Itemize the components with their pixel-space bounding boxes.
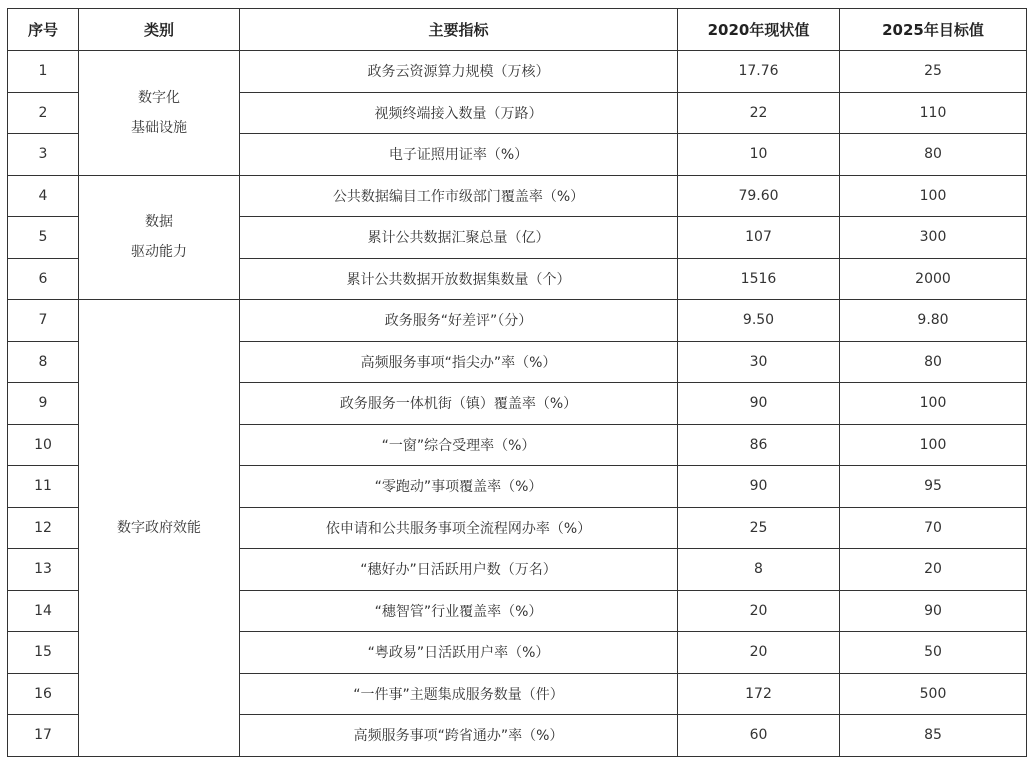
row-seq: 10 xyxy=(8,424,79,466)
row-2025-target: 100 xyxy=(840,175,1027,217)
row-seq: 9 xyxy=(8,383,79,425)
row-2020-value: 17.76 xyxy=(678,51,840,93)
row-indicator: 政务云资源算力规模（万核） xyxy=(240,51,678,93)
row-seq: 6 xyxy=(8,258,79,300)
row-indicator: “穗好办”日活跃用户数（万名） xyxy=(240,549,678,591)
row-2020-value: 22 xyxy=(678,92,840,134)
row-seq: 1 xyxy=(8,51,79,93)
row-2025-target: 80 xyxy=(840,341,1027,383)
row-2020-value: 25 xyxy=(678,507,840,549)
row-seq: 12 xyxy=(8,507,79,549)
category-label-line2: 基础设施 xyxy=(131,119,187,136)
category-label-line1: 数字化 xyxy=(138,89,180,106)
category-cell xyxy=(79,51,240,176)
header-indicator: 主要指标 xyxy=(240,9,678,51)
row-2020-value: 90 xyxy=(678,383,840,425)
row-indicator: 累计公共数据开放数据集数量（个） xyxy=(240,258,678,300)
row-indicator: 视频终端接入数量（万路） xyxy=(240,92,678,134)
row-2020-value: 20 xyxy=(678,632,840,674)
row-indicator: “一窗”综合受理率（%） xyxy=(240,424,678,466)
row-2025-target: 70 xyxy=(840,507,1027,549)
row-seq: 17 xyxy=(8,715,79,757)
header-row xyxy=(8,9,1027,51)
row-2020-value: 172 xyxy=(678,673,840,715)
row-indicator: 依申请和公共服务事项全流程网办率（%） xyxy=(240,507,678,549)
row-2025-target: 80 xyxy=(840,134,1027,176)
row-2025-target: 9.80 xyxy=(840,300,1027,342)
row-2020-value: 79.60 xyxy=(678,175,840,217)
header-2020-value: 2020年现状值 xyxy=(678,9,840,51)
row-2020-value: 20 xyxy=(678,590,840,632)
row-indicator: 公共数据编目工作市级部门覆盖率（%） xyxy=(240,175,678,217)
indicator-table xyxy=(7,8,1027,757)
row-2025-target: 110 xyxy=(840,92,1027,134)
category-label-line2: 驱动能力 xyxy=(131,244,187,261)
row-2020-value: 1516 xyxy=(678,258,840,300)
row-2025-target: 90 xyxy=(840,590,1027,632)
row-2020-value: 86 xyxy=(678,424,840,466)
row-2025-target: 50 xyxy=(840,632,1027,674)
row-2020-value: 8 xyxy=(678,549,840,591)
category-cell xyxy=(79,175,240,300)
row-2020-value: 107 xyxy=(678,217,840,259)
row-2025-target: 100 xyxy=(840,383,1027,425)
row-indicator: 累计公共数据汇聚总量（亿） xyxy=(240,217,678,259)
category-cell xyxy=(79,300,240,757)
row-seq: 8 xyxy=(8,341,79,383)
row-2025-target: 100 xyxy=(840,424,1027,466)
row-seq: 11 xyxy=(8,466,79,508)
row-seq: 14 xyxy=(8,590,79,632)
table-row xyxy=(8,300,1027,342)
row-2020-value: 10 xyxy=(678,134,840,176)
row-indicator: 政务服务“好差评”（分） xyxy=(240,300,678,342)
row-2025-target: 95 xyxy=(840,466,1027,508)
row-seq: 7 xyxy=(8,300,79,342)
row-indicator: 高频服务事项“跨省通办”率（%） xyxy=(240,715,678,757)
row-seq: 15 xyxy=(8,632,79,674)
category-label-line1: 数字政府效能 xyxy=(117,519,201,536)
row-seq: 4 xyxy=(8,175,79,217)
row-2020-value: 60 xyxy=(678,715,840,757)
row-2025-target: 300 xyxy=(840,217,1027,259)
row-2025-target: 25 xyxy=(840,51,1027,93)
header-2025-target: 2025年目标值 xyxy=(840,9,1027,51)
row-seq: 2 xyxy=(8,92,79,134)
row-2020-value: 9.50 xyxy=(678,300,840,342)
row-indicator: “穗智管”行业覆盖率（%） xyxy=(240,590,678,632)
row-2025-target: 85 xyxy=(840,715,1027,757)
header-seq: 序号 xyxy=(8,9,79,51)
header-category: 类别 xyxy=(79,9,240,51)
row-seq: 5 xyxy=(8,217,79,259)
row-2020-value: 30 xyxy=(678,341,840,383)
row-2025-target: 500 xyxy=(840,673,1027,715)
row-indicator: 政务服务一体机街（镇）覆盖率（%） xyxy=(240,383,678,425)
category-label-line1: 数据 xyxy=(145,214,173,231)
row-indicator: 高频服务事项“指尖办”率（%） xyxy=(240,341,678,383)
row-indicator: 电子证照用证率（%） xyxy=(240,134,678,176)
row-2020-value: 90 xyxy=(678,466,840,508)
row-seq: 13 xyxy=(8,549,79,591)
table-row xyxy=(8,51,1027,93)
row-2025-target: 20 xyxy=(840,549,1027,591)
row-indicator: “零跑动”事项覆盖率（%） xyxy=(240,466,678,508)
row-seq: 16 xyxy=(8,673,79,715)
row-indicator: “一件事”主题集成服务数量（件） xyxy=(240,673,678,715)
table-row xyxy=(8,175,1027,217)
row-indicator: “粤政易”日活跃用户率（%） xyxy=(240,632,678,674)
row-seq: 3 xyxy=(8,134,79,176)
row-2025-target: 2000 xyxy=(840,258,1027,300)
